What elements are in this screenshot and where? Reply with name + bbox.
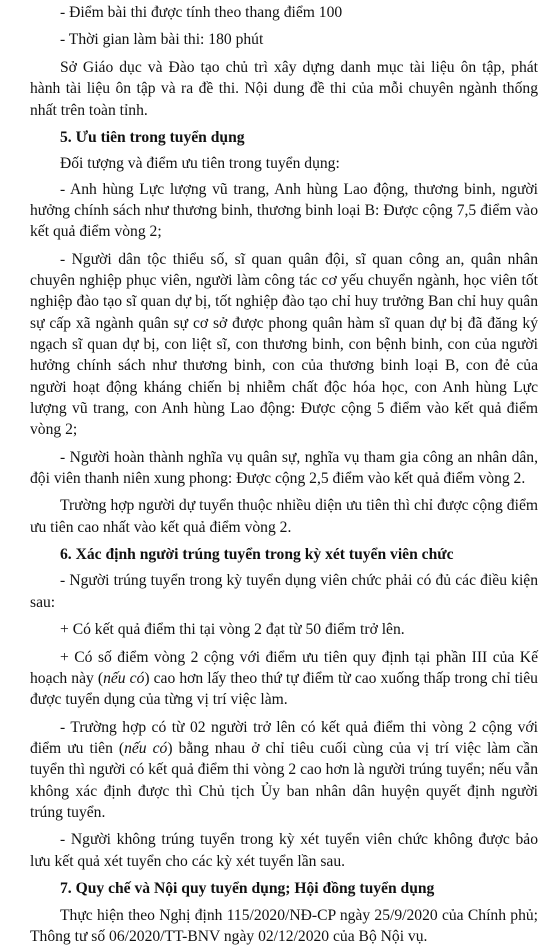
priority-item-service: - Người hoàn thành nghĩa vụ quân sự, nghĩa vụ tham gia công an nhân dân, đội viên thanh niên xung phong: Được cộng 2,5 điểm vào kết quả điểm vòng 2. [30, 448, 538, 487]
priority-item-heroes: - Anh hùng Lực lượng vũ trang, Anh hùng Lao động, thương binh, người hưởng chính sách như thương binh, thương binh loại B: Được cộng 7,5 điểm vào kết quả điểm vòng 2; [30, 180, 538, 241]
exam-duration-line: - Thời gian làm bài thi: 180 phút [60, 31, 264, 49]
priority-multiple-note: Trường hợp người dự tuyển thuộc nhiều diện ưu tiên thì chỉ được cộng điểm ưu tiên cao nhất vào kết quả điểm vòng 2. [30, 497, 538, 536]
tie-break-rule: - Trường hợp có từ 02 người trở lên có kết quả điểm thi vòng 2 cộng với điểm ưu tiên (nếu có) bằng nhau ở chỉ tiêu cuối cùng của vị trí việc làm cần tuyển thì người có kết quả điểm thi vòng 2 cao hơn là người trúng tuyển; nếu vẫn không xác định được thì Chủ tịch Ủy ban nhân dân huyện quyết định người trúng tuyển. [30, 718, 538, 821]
exam-scale-line: - Điểm bài thi được tính theo thang điểm 100 [60, 4, 343, 21]
section-7-heading: 7. Quy chế và Nội quy tuyển dụng; Hội đồng tuyển dụng [60, 880, 435, 898]
section-6-heading: 6. Xác định người trúng tuyển trong kỳ xét tuyển viên chức [60, 546, 454, 564]
italic-phrase: nếu có [103, 670, 145, 687]
winner-condition-score: + Có kết quả điểm thi tại vòng 2 đạt từ 50 điểm trở lên. [60, 621, 405, 639]
winner-condition-ranking: + Có số điểm vòng 2 cộng với điểm ưu tiên quy định tại phần III của Kế hoạch này (nếu có) cao hơn lấy theo thứ tự điểm từ cao xuống thấp trong chỉ tiêu được tuyển dụng của từng vị trí việc làm. [30, 648, 538, 709]
regulations-reference: Thực hiện theo Nghị định 115/2020/NĐ-CP ngày 25/9/2020 của Chính phủ; Thông tư số 06/2020/TT-BNV ngày 02/12/2020 của Bộ Nội vụ. [30, 906, 538, 945]
winner-conditions-intro: - Người trúng tuyển trong kỳ tuyển dụng viên chức phải có đủ các điều kiện sau: [30, 572, 538, 611]
no-reserve-rule: - Người không trúng tuyển trong kỳ xét tuyển viên chức không được bảo lưu kết quả xét tuyển cho các kỳ xét tuyển lần sau. [30, 831, 538, 870]
priority-intro: Đối tượng và điểm ưu tiên trong tuyển dụng: [60, 155, 340, 173]
section-5-heading: 5. Ưu tiên trong tuyển dụng [60, 129, 245, 147]
priority-item-minorities: - Người dân tộc thiểu số, sĩ quan quân đội, sĩ quan công an, quân nhân chuyên nghiệp phục viên, người làm công tác cơ yếu chuyển ngành, học viên tốt nghiệp đào tạo sĩ quan dự bị, tốt nghiệp đào tạo chỉ huy trưởng Ban chỉ huy quân sự cấp xã ngành quân sự cơ sở được phong quân hàm sĩ quan dự bị đã đăng ký ngạch sĩ quan dự bị, con liệt sĩ, con thương binh, con bệnh binh, con của người hưởng chính sách như thương binh, con của thương binh loại B, con đẻ của người hoạt động kháng chiến bị nhiễm chất độc hóa học, con Anh hùng Lực lượng vũ trang, con Anh hùng Lao động: Được cộng 5 điểm vào kết quả điểm vòng 2; [30, 250, 538, 439]
italic-phrase: nếu có [124, 740, 168, 758]
exam-materials-paragraph: Sở Giáo dục và Đào tạo chủ trì xây dựng danh mục tài liệu ôn tập, phát hành tài liệu ôn tập và ra đề thi. Nội dung đề thi của mỗi chuyên ngành thống nhất trên toàn tỉnh. [30, 58, 538, 119]
